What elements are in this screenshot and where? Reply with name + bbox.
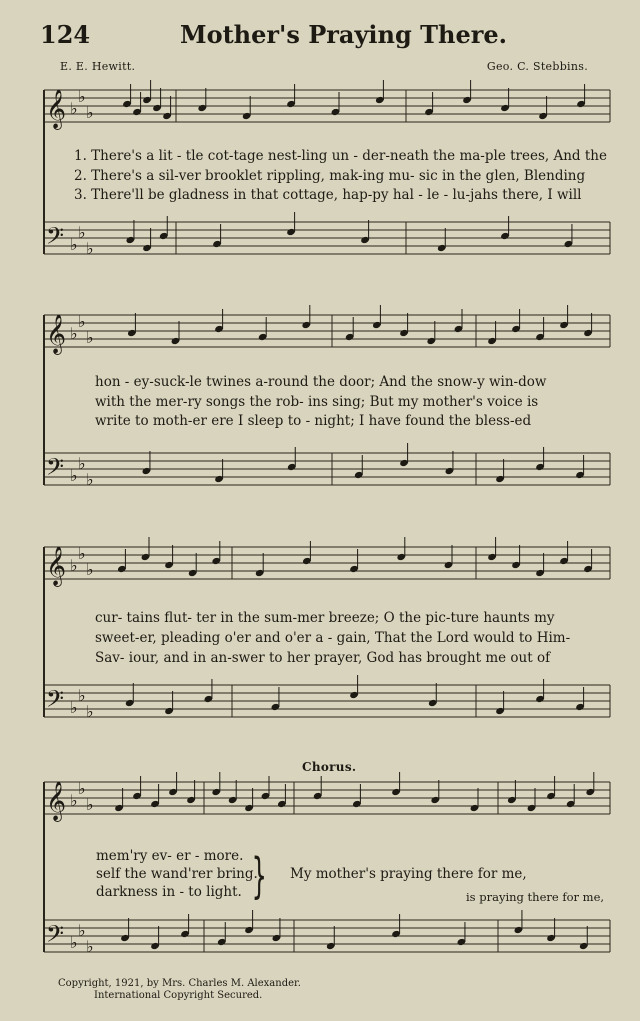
verse-3-line-4: darkness in - to light. <box>96 884 242 900</box>
verse-2-line-4: self the wand'rer bring. <box>96 866 258 882</box>
svg-text:♭: ♭ <box>78 686 86 705</box>
verse-2-line-3: sweet-er, pleading o'er and o'er a - gain, That the Lord would to Him- <box>95 630 571 646</box>
hymn-number: 124 <box>40 20 91 49</box>
bass-staff-lines <box>44 453 610 485</box>
svg-text:♭: ♭ <box>70 556 78 575</box>
bass-key-signature <box>70 921 94 956</box>
svg-text:♭: ♭ <box>70 791 78 810</box>
svg-text:♭: ♭ <box>70 99 78 118</box>
svg-text:♭: ♭ <box>78 921 86 940</box>
svg-text:♭: ♭ <box>78 223 86 242</box>
treble-key-signature <box>70 779 94 814</box>
svg-text:♭: ♭ <box>86 103 94 122</box>
svg-text:♭: ♭ <box>70 698 78 717</box>
svg-text:♭: ♭ <box>86 239 94 258</box>
bass-key-signature <box>70 223 94 258</box>
svg-text:♭: ♭ <box>78 544 86 563</box>
svg-text:♭: ♭ <box>78 312 86 331</box>
bass-notes <box>326 914 466 950</box>
svg-text:♭: ♭ <box>70 933 78 952</box>
bass-notes <box>495 679 585 715</box>
svg-text:♭: ♭ <box>86 328 94 347</box>
bass-notes <box>142 447 297 483</box>
verse-2-line-2: with the mer-ry songs the rob- ins sing; But my mother's voice is <box>95 394 539 410</box>
treble-clef-icon: 𝄞 <box>46 546 67 586</box>
treble-staff-lines <box>44 315 610 347</box>
treble-clef-icon: 𝄞 <box>46 89 67 129</box>
svg-text:♭: ♭ <box>70 235 78 254</box>
bass-clef-icon: 𝄢 <box>46 453 65 486</box>
bass-notes <box>126 216 169 252</box>
svg-text:♭: ♭ <box>86 702 94 721</box>
treble-clef-icon: 𝄞 <box>46 781 67 821</box>
bass-notes <box>120 914 190 950</box>
verse-3-line-1: 3. There'll be gladness in that cottage, hap-py hal - le - lu-jahs there, I will <box>74 187 582 203</box>
svg-text:♭: ♭ <box>86 560 94 579</box>
bass-clef-icon: 𝄢 <box>46 920 65 953</box>
bass-notes <box>125 679 213 715</box>
verse-3-line-2: write to moth-er ere I sleep to - night; I have found the bless-ed <box>95 413 532 429</box>
composer: Geo. C. Stebbins. <box>486 60 588 73</box>
bass-key-signature <box>70 686 94 721</box>
verse-1-line-1: 1. There's a lit - tle cot-tage nest-ling un - der-neath the ma-ple trees, And the <box>74 148 607 164</box>
bass-clef-icon: 𝄢 <box>46 222 65 255</box>
lyricist: E. E. Hewitt. <box>60 60 136 73</box>
svg-text:♭: ♭ <box>86 937 94 956</box>
verse-brace: } <box>251 848 267 904</box>
chorus-label: Chorus. <box>302 760 357 774</box>
treble-clef-icon: 𝄞 <box>46 314 67 354</box>
svg-text:♭: ♭ <box>70 466 78 485</box>
verse-1-line-2: hon - ey-suck-le twines a-round the door; And the snow-y win-dow <box>95 374 547 390</box>
svg-text:♭: ♭ <box>78 454 86 473</box>
verse-1-line-3: cur- tains flut- ter in the sum-mer breeze; O the pic-ture haunts my <box>95 610 555 626</box>
chorus-text: My mother's praying there for me, <box>290 866 527 882</box>
bass-notes <box>437 216 573 252</box>
bass-notes <box>495 447 585 483</box>
bass-key-signature <box>70 454 94 489</box>
copyright-line-1: Copyright, 1921, by Mrs. Charles M. Alexander. <box>58 978 301 989</box>
treble-staff-lines <box>44 547 610 579</box>
hymn-title: Mother's Praying There. <box>180 20 507 49</box>
verse-3-line-3: Sav- iour, and in an-swer to her prayer, God has brought me out of <box>95 650 551 666</box>
verse-1-line-4: mem'ry ev- er - more. <box>96 848 244 864</box>
svg-text:♭: ♭ <box>86 470 94 489</box>
svg-text:♭: ♭ <box>86 795 94 814</box>
treble-key-signature <box>70 312 94 347</box>
verse-2-line-1: 2. There's a sil-ver brooklet rippling, mak-ing mu- sic in the glen, Blending <box>74 168 586 184</box>
svg-text:♭: ♭ <box>70 324 78 343</box>
svg-text:♭: ♭ <box>78 779 86 798</box>
svg-text:♭: ♭ <box>78 87 86 106</box>
treble-staff-lines <box>44 782 610 814</box>
chorus-echo-text: is praying there for me, <box>466 890 605 904</box>
treble-key-signature <box>70 544 94 579</box>
bass-clef-icon: 𝄢 <box>46 685 65 718</box>
copyright-line-2: International Copyright Secured. <box>94 990 263 1001</box>
treble-key-signature <box>70 87 94 122</box>
